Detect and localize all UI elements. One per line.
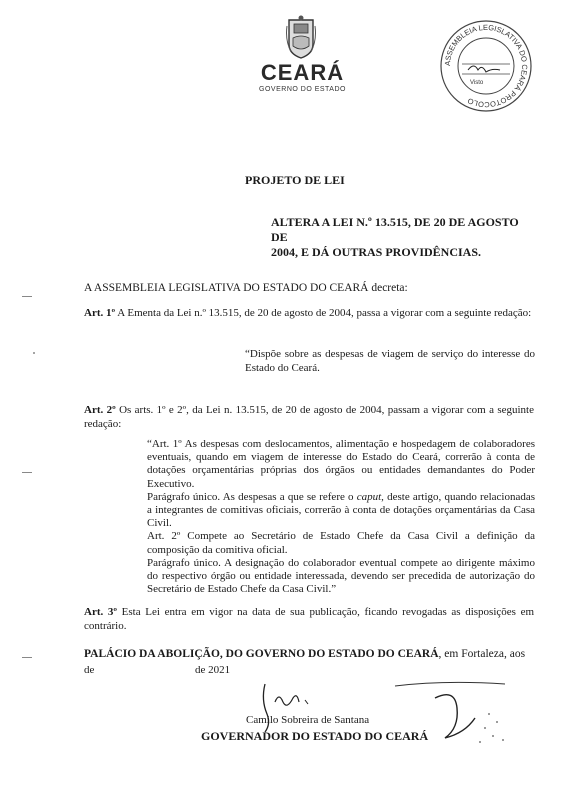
date-year: de 2021 [195, 664, 231, 676]
decree-line [84, 282, 408, 296]
svg-text:ASSEMBLEIA LEGISLATIVA DO CEAR [443, 23, 529, 109]
brand-subtitle: GOVERNO DO ESTADO [259, 86, 346, 93]
quote-paragraph-1: Parágrafo único. As despesas a que se refere o caput, deste artigo, quando relacionadas a integrantes de comitivas oficiais, correrão à conta de dotações orçamentárias da Casa Civil. [147, 490, 535, 530]
quote-art-2: Art. 2º Compete ao Secretário de Estado Chefe da Casa Civil a definição da composição da comitiva oficial. [147, 530, 535, 556]
article-3-text: Esta Lei entra em vigor na data de sua publicação, ficando revogadas as disposições em contrário. [84, 606, 535, 632]
stamp-visto-label: Visto [470, 80, 484, 86]
article-2 [84, 404, 534, 431]
quote-paragraph-2: Parágrafo único. A designação do colaborador eventual compete ao dirigente máximo do respectivo órgão ou entidade interessada, devendo ser precedida de autorização do Secretário de Estado Chefe da Casa Civil.” [147, 556, 535, 596]
ementa-line-1: ALTERA A LEI N.º 13.515, DE 20 DE AGOSTO DE [271, 215, 519, 244]
ementa-line-2: 2004, E DÁ OUTRAS PROVIDÊNCIAS. [271, 245, 482, 259]
margin-mark [22, 472, 32, 473]
margin-mark [33, 352, 35, 354]
margin-mark [22, 657, 32, 658]
palace-name: PALÁCIO DA ABOLIÇÃO, DO GOVERNO DO ESTADO DO CEARÁ [84, 648, 439, 660]
signer-title: GOVERNADOR DO ESTADO DO CEARÁ [201, 729, 429, 743]
article-2-label: Art. 2º [84, 404, 116, 416]
article-2-quote [147, 438, 535, 596]
article-2-text: Os arts. 1º e 2º, da Lei n. 13.515, de 20 de agosto de 2004, passam a vigorar com a seguinte redação: [84, 404, 534, 430]
article-1-quote: “Dispõe sobre as despesas de viagem de serviço do interesse do Estado do Ceará. [245, 348, 535, 374]
bill-ementa [271, 215, 533, 260]
stamp-ring-text: ASSEMBLEIA LEGISLATIVA DO CEARÁ PROTOCOLO [442, 22, 530, 110]
quote-art-1: “Art. 1º As despesas com deslocamentos, alimentação e hospedagem de colaboradores eventuais, quando em viagem de interesse do Estado do Ceará, correrão à conta de dotações orçamentárias próprias dos órgãos ou entidades demandantes do Poder Executivo. [147, 438, 535, 490]
article-1-text: A Ementa da Lei n.º 13.515, de 20 de agosto de 2004, passa a vigorar com a seguinte redação: [115, 307, 532, 319]
palace-city: , em Fortaleza, aos [438, 648, 526, 660]
date-de: de [84, 664, 95, 676]
article-1-label: Art. 1º [84, 307, 116, 319]
brand-logo-text: CEARÁ [260, 60, 345, 85]
decree-verb: decreta: [368, 282, 408, 294]
protocol-stamp [438, 18, 534, 114]
article-3 [84, 606, 534, 633]
palace-line [84, 648, 525, 662]
article-3-label: Art. 3º [84, 606, 118, 618]
state-coat-of-arms-icon [285, 14, 317, 60]
signer-name: Camilo Sobreira de Santana [246, 714, 370, 726]
article-1 [84, 307, 534, 321]
margin-mark [22, 296, 32, 297]
caput-term: caput [356, 490, 382, 503]
bill-title: PROJETO DE LEI [245, 173, 345, 187]
decree-assembly: A ASSEMBLEIA LEGISLATIVA DO ESTADO DO CEARÁ [84, 282, 369, 294]
